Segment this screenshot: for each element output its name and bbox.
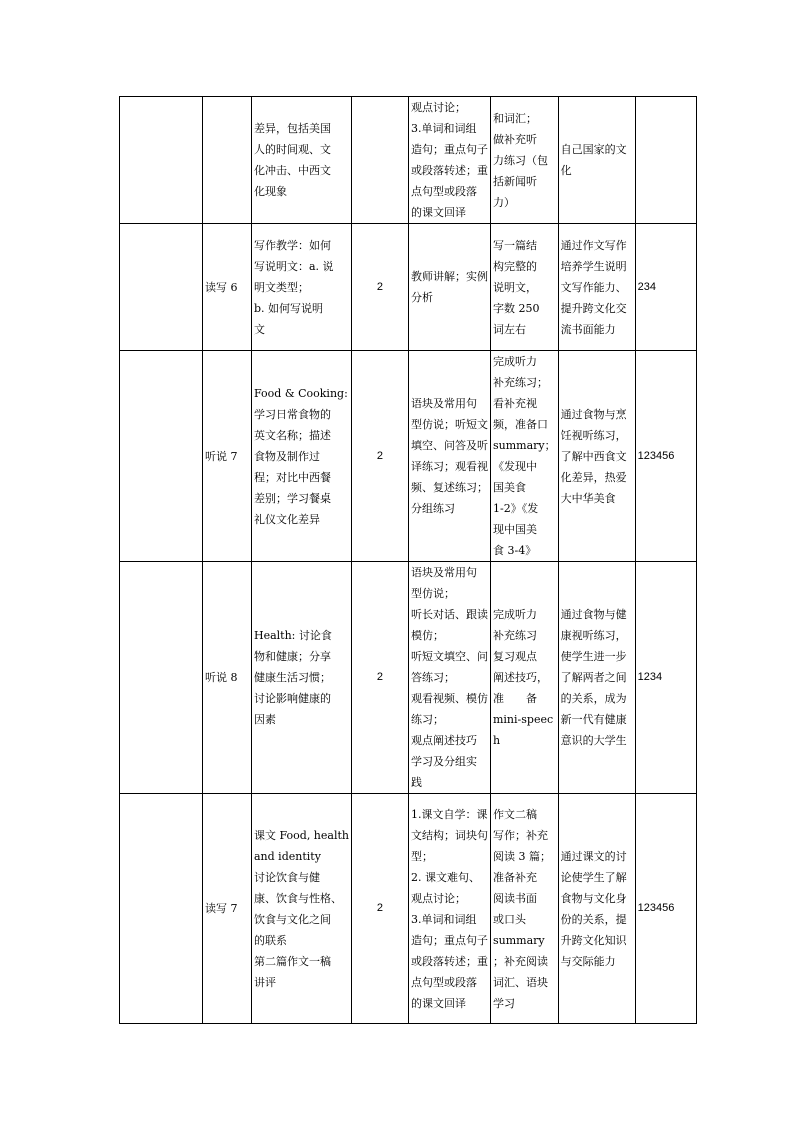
cell-line: 通过食物与健 [560, 608, 627, 621]
objective-cell [635, 97, 696, 224]
cell-line: 升跨文化知识 [560, 933, 627, 947]
cell-line: 差别；学习餐桌 [254, 491, 331, 505]
session-cell: 听说 8 [203, 562, 252, 794]
cell-line: b. 如何写说明 [254, 301, 324, 315]
content-cell [252, 562, 352, 794]
cell-line: summary； [492, 439, 556, 452]
cell-line: 学习及分组实 [410, 755, 477, 768]
cell-line: h [492, 734, 501, 747]
cell-line: 点句型或段落 [410, 185, 477, 198]
cell-line: 点句型或段落 [410, 975, 477, 989]
cell-line: 练习； [410, 713, 444, 726]
method-cell [408, 794, 490, 1024]
week-cell [120, 224, 203, 351]
objective-cell: 234 [635, 224, 696, 351]
session-cell: 听说 7 [203, 351, 252, 562]
objective-cell: 1234 [635, 562, 696, 794]
content-cell [252, 351, 352, 562]
cell-line: 模仿； [410, 629, 444, 642]
session-cell [203, 97, 252, 224]
cell-line: 化现象 [254, 185, 287, 198]
cell-line: 看补充视 [492, 397, 537, 410]
cell-line: 饪视听练习， [560, 428, 627, 442]
cell-line: 力练习（包 [492, 153, 548, 167]
method-cell [408, 224, 490, 351]
cell-line: 括新闻听 [492, 174, 537, 188]
hours-cell: 2 [351, 351, 408, 562]
cell-line: 型仿说； [410, 587, 455, 600]
cell-line: 通过课文的讨 [560, 849, 627, 863]
course-schedule-table [119, 96, 697, 1024]
cell-line: 文 [254, 322, 265, 336]
cell-line: 礼仪文化差异 [254, 512, 320, 526]
cell-line: 培养学生说明 [560, 259, 627, 273]
cell-line: 新一代有健康 [560, 713, 627, 726]
cell-line: 英文名称；描述 [254, 428, 331, 442]
cell-line: 践 [410, 776, 422, 789]
cell-line: 的关系，成为 [560, 692, 627, 705]
cell-line: 提升跨文化交 [560, 301, 627, 315]
ideology-cell [558, 562, 635, 794]
ideology-cell [558, 351, 635, 562]
cell-line: Food & Cooking: [254, 386, 348, 400]
cell-line: 文结构；词块句 [410, 828, 488, 842]
cell-line: 语块及常用句 [410, 397, 477, 410]
cell-line: 饮食与文化之间 [254, 912, 331, 926]
cell-line: 与交际能力 [560, 954, 616, 968]
cell-line: 完成听力 [492, 608, 537, 621]
table-row [120, 794, 697, 1024]
cell-line: ；补充阅读 [492, 954, 548, 968]
cell-line: 答练习； [410, 671, 455, 684]
cell-line: 词左右 [492, 322, 526, 336]
week-cell [120, 794, 203, 1024]
cell-line: 学习 [492, 996, 515, 1010]
cell-line: 食物与文化身 [560, 891, 627, 905]
cell-line: 通过作文写作 [560, 238, 627, 252]
cell-line: 补充练习； [492, 376, 548, 389]
cell-line: 2. 课文难句、 [410, 870, 480, 884]
objective-cell: 123456 [635, 351, 696, 562]
method-cell [408, 351, 490, 562]
cell-line: 健康生活习惯； [254, 671, 331, 684]
content-cell [252, 794, 352, 1024]
cell-line: 造句；重点句子 [410, 933, 488, 947]
week-cell [120, 351, 203, 562]
hours-cell: 2 [351, 224, 408, 351]
cell-line: 食物及制作过 [254, 449, 320, 463]
cell-line: 通过食物与烹 [560, 407, 627, 421]
cell-line: 构完整的 [492, 259, 537, 273]
cell-line: 或段落转述；重 [410, 954, 488, 968]
cell-line: 文写作能力、 [560, 280, 627, 294]
cell-line: 译练习；观看视 [410, 460, 488, 473]
cell-line: 完成听力 [492, 355, 537, 368]
cell-line: 《发现中 [492, 460, 537, 473]
cell-line: 字数 250 [492, 301, 540, 315]
cell-line: 补充练习 [492, 629, 537, 642]
cell-line: 教师讲解；实例 [410, 270, 488, 283]
cell-line: 明文类型； [254, 280, 309, 294]
cell-line: 观点讨论； [410, 101, 466, 114]
cell-line: 观看视频、模仿 [410, 692, 488, 705]
cell-line: 讨论影响健康的 [254, 692, 331, 705]
cell-line: 大中华美食 [560, 491, 616, 505]
cell-line: 物和健康；分享 [254, 650, 331, 663]
cell-line: 写作教学：如何 [254, 238, 331, 252]
cell-line: 化冲击、中西文 [254, 164, 331, 177]
cell-line: 准备补充 [492, 870, 537, 884]
cell-line: 第二篇作文一稿 [254, 954, 331, 968]
cell-line: 观点阐述技巧 [410, 734, 477, 747]
cell-line: 观点讨论； [410, 891, 466, 905]
week-cell [120, 97, 203, 224]
cell-line: 或口头 [492, 912, 526, 926]
ideology-cell [558, 224, 635, 351]
table-row [120, 351, 697, 562]
cell-line: 论使学生了解 [560, 870, 627, 884]
cell-line: 3.单词和词组 [410, 912, 477, 926]
cell-line: 化差异，热爱 [560, 470, 627, 484]
week-cell [120, 562, 203, 794]
cell-line: 讲评 [254, 975, 276, 989]
cell-line: 力） [492, 195, 515, 209]
cell-line: 课文 Food, health [254, 828, 349, 842]
assignment-cell [490, 351, 558, 562]
cell-line: 词汇、语块 [492, 975, 548, 989]
cell-line: 的课文回译 [410, 206, 466, 219]
ideology-cell [558, 794, 635, 1024]
cell-line: 3.单词和词组 [410, 122, 477, 135]
ideology-cell [558, 97, 635, 224]
cell-line: 写一篇结 [492, 238, 537, 252]
cell-line: 讨论饮食与健 [254, 870, 320, 884]
cell-line: 说明文， [492, 280, 537, 294]
cell-line: mini-speec [492, 713, 554, 726]
cell-line: 学习日常食物的 [254, 407, 331, 421]
content-cell [252, 224, 352, 351]
cell-line: 了解中西食文 [560, 449, 627, 463]
cell-line: 国美食 [492, 481, 526, 494]
assignment-cell [490, 224, 558, 351]
cell-line: 阅读书面 [492, 891, 537, 905]
cell-line: 因素 [254, 713, 276, 726]
cell-line: 分析 [410, 291, 433, 304]
cell-line: 食 3-4》 [492, 544, 537, 557]
cell-line: 分组练习 [410, 502, 455, 515]
cell-line: 和词汇； [492, 111, 537, 125]
cell-line: 人的时间观、文 [254, 143, 331, 156]
cell-line: 自己国家的文 [560, 143, 627, 156]
cell-line: 使学生进一步 [560, 650, 627, 663]
content-cell [252, 97, 352, 224]
cell-line: 份的关系，提 [560, 912, 627, 926]
session-cell: 读写 7 [203, 794, 252, 1024]
cell-line: 复习观点 [492, 650, 537, 663]
method-cell [408, 562, 490, 794]
cell-line: 或段落转述；重 [410, 164, 488, 177]
cell-line: 程；对比中西餐 [254, 470, 331, 484]
hours-cell [351, 97, 408, 224]
cell-line: 型仿说；听短文 [410, 418, 488, 431]
cell-line: 做补充听 [492, 132, 537, 146]
session-cell: 读写 6 [203, 224, 252, 351]
cell-line: 阐述技巧， [492, 671, 548, 684]
cell-line: summary [492, 933, 545, 947]
cell-line: 填空、问答及听 [410, 439, 488, 452]
cell-line: 语块及常用句 [410, 566, 477, 579]
assignment-cell [490, 97, 558, 224]
cell-line: 流书面能力 [560, 322, 616, 336]
cell-line: 了解两者之间 [560, 671, 627, 684]
table-row [120, 562, 697, 794]
cell-line: Health: 讨论食 [254, 629, 332, 642]
cell-line: 写说明文：a. 说 [254, 259, 334, 273]
cell-line: 准 备 [492, 692, 537, 705]
cell-line: 差异，包括美国 [254, 122, 331, 135]
cell-line: 阅读 3 篇； [492, 849, 551, 863]
objective-cell: 123456 [635, 794, 696, 1024]
cell-line: 现中国美 [492, 523, 537, 536]
cell-line: 1-2》《发 [492, 502, 539, 515]
assignment-cell [490, 794, 558, 1024]
method-cell [408, 97, 490, 224]
cell-line: 作文二稿 [492, 807, 537, 821]
cell-line: 化 [560, 164, 572, 177]
cell-line: 频，准备口 [492, 418, 548, 431]
cell-line: 型； [410, 849, 433, 863]
cell-line: 听短文填空、问 [410, 650, 488, 663]
cell-line: 康、饮食与性格、 [254, 891, 342, 905]
cell-line: and identity [254, 849, 321, 863]
cell-line: 造句；重点句子 [410, 143, 488, 156]
cell-line: 的联系 [254, 933, 287, 947]
assignment-cell [490, 562, 558, 794]
hours-cell: 2 [351, 562, 408, 794]
cell-line: 频、复述练习； [410, 481, 488, 494]
cell-line: 听长对话、跟读 [410, 608, 488, 621]
cell-line: 写作；补充 [492, 828, 548, 842]
cell-line: 1.课文自学：课 [410, 807, 488, 821]
cell-line: 的课文回译 [410, 996, 466, 1010]
table-row [120, 97, 697, 224]
cell-line: 康视听练习， [560, 629, 627, 642]
hours-cell: 2 [351, 794, 408, 1024]
cell-line: 意识的大学生 [560, 734, 627, 747]
table-row [120, 224, 697, 351]
